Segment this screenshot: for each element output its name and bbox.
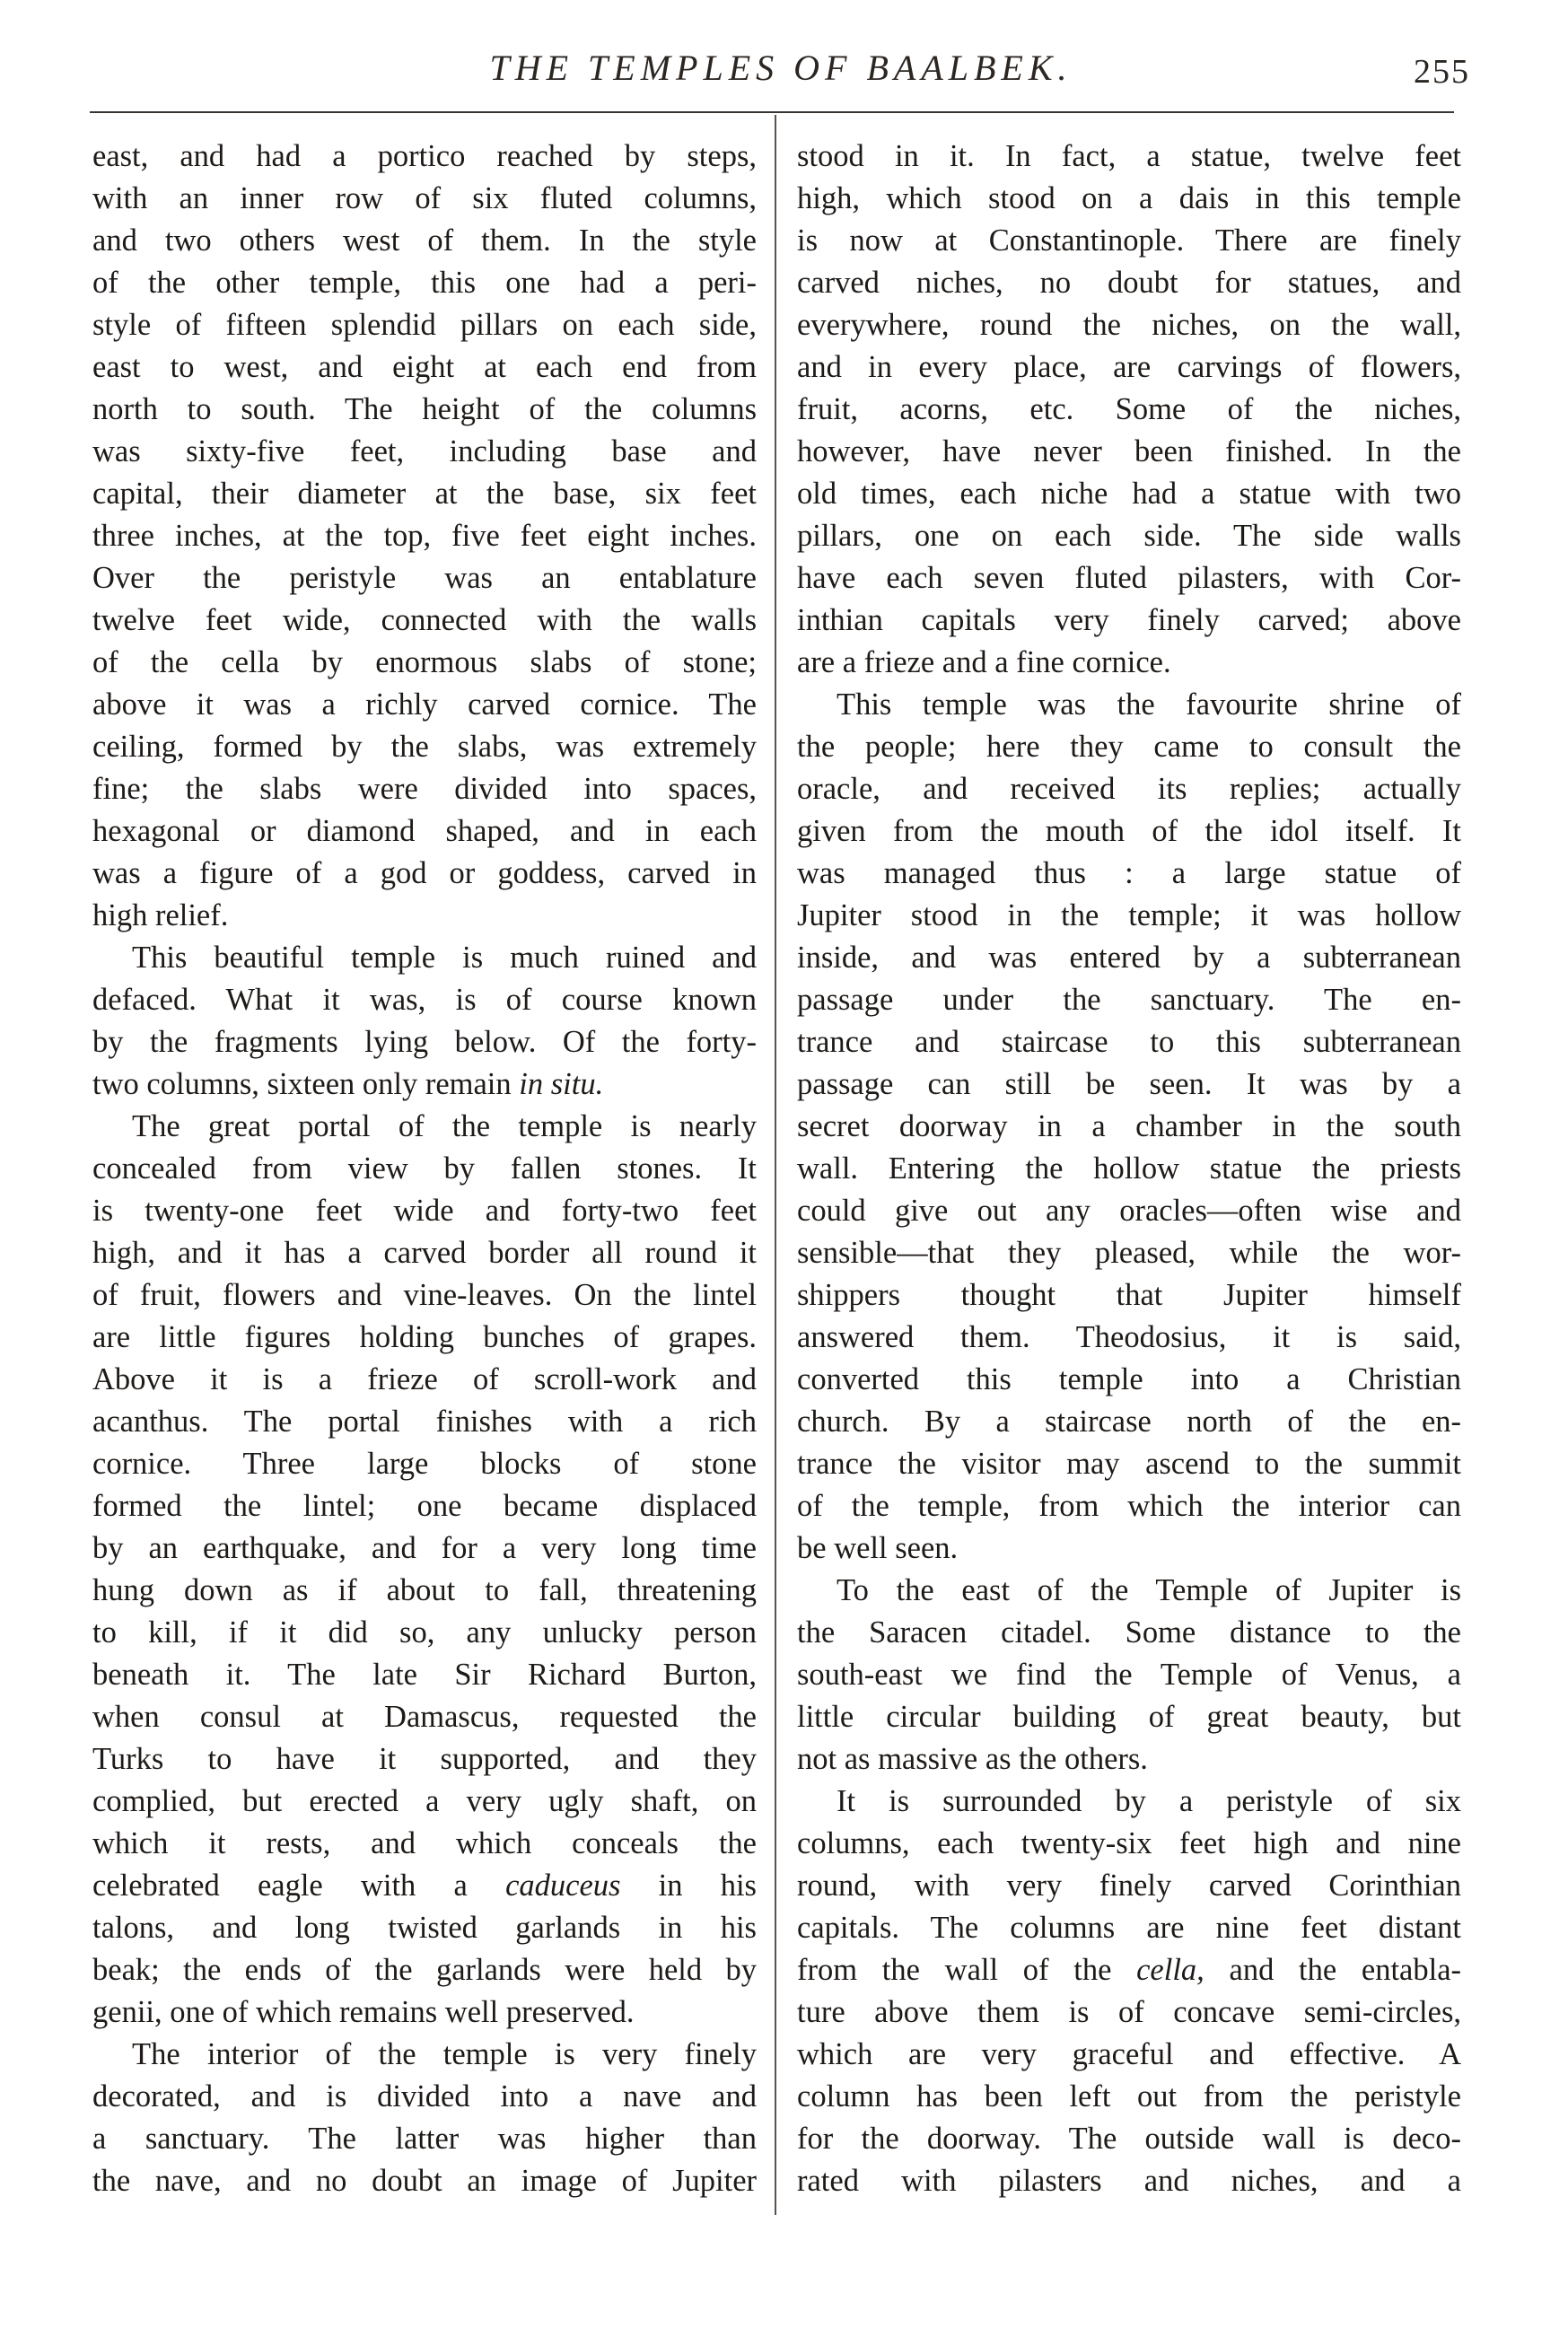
- text-line: [797, 768, 1461, 810]
- text-line: [797, 515, 1461, 557]
- text-line: [92, 473, 757, 515]
- line-text: To the east of the Temple of Jupiter is: [837, 1573, 1461, 1607]
- text-line: [797, 1570, 1461, 1612]
- line-text: column has been left out from the peristyle: [797, 2079, 1461, 2114]
- line-text: is now at Constantinople. There are finely: [797, 223, 1461, 258]
- line-text: of the cella by enormous slabs of stone;: [92, 645, 757, 679]
- page-number: 255: [1414, 53, 1470, 91]
- line-text: of the temple, from which the interior can: [797, 1489, 1461, 1523]
- line-text: hung down as if about to fall, threatening: [92, 1573, 757, 1607]
- line-text: Over the peristyle was an entablature: [92, 561, 757, 595]
- line-text: high, which stood on a dais in this temple: [797, 181, 1461, 215]
- text-line: [797, 1317, 1461, 1359]
- line-text: from the wall of the: [797, 1953, 1137, 1987]
- line-text: of the other temple, this one had a peri-: [92, 266, 757, 300]
- line-text: concealed from view by fallen stones. It: [92, 1151, 757, 1186]
- text-line: [797, 1443, 1461, 1485]
- text-line: [92, 178, 757, 220]
- text-line: [797, 937, 1461, 979]
- text-line: [797, 1949, 1461, 1991]
- italic-term: in situ.: [519, 1067, 604, 1101]
- line-text: cornice. Three large blocks of stone: [92, 1447, 757, 1481]
- line-text: high relief.: [92, 898, 229, 932]
- text-line: [797, 1823, 1461, 1865]
- line-text: trance and staircase to this subterranean: [797, 1025, 1461, 1059]
- text-line: [92, 1527, 757, 1570]
- line-text: beneath it. The late Sir Richard Burton,: [92, 1658, 757, 1692]
- text-line: [797, 346, 1461, 389]
- text-line: [92, 431, 757, 473]
- line-text: the Saracen citadel. Some distance to the: [797, 1615, 1461, 1650]
- text-line: [92, 1612, 757, 1654]
- text-line: [92, 346, 757, 389]
- text-line: [92, 1148, 757, 1190]
- text-line: [92, 2160, 757, 2202]
- text-line: [92, 979, 757, 1021]
- text-line: [92, 684, 757, 726]
- line-text: old times, each niche had a statue with two: [797, 477, 1461, 511]
- text-line: [92, 1865, 757, 1907]
- line-text: genii, one of which remains well preserved.: [92, 1995, 635, 2029]
- text-line: [797, 1696, 1461, 1738]
- header-rule: [90, 111, 1454, 113]
- line-text: however, have never been finished. In the: [797, 434, 1461, 468]
- text-line: [92, 768, 757, 810]
- text-line: [92, 1485, 757, 1527]
- line-text: when consul at Damascus, requested the: [92, 1700, 757, 1734]
- line-text: to kill, if it did so, any unlucky person: [92, 1615, 757, 1650]
- text-line: [797, 1738, 1461, 1781]
- text-line: [797, 600, 1461, 642]
- text-line: [797, 1063, 1461, 1106]
- line-text: capital, their diameter at the base, six feet: [92, 477, 757, 511]
- italic-term: cella,: [1136, 1953, 1204, 1987]
- text-line: [92, 1021, 757, 1063]
- text-line: [797, 684, 1461, 726]
- text-line: [797, 2160, 1461, 2202]
- running-title: THE TEMPLES OF BAALBEK.: [489, 48, 1073, 88]
- left-text-column: [92, 136, 757, 2202]
- line-text: It is surrounded by a peristyle of six: [837, 1784, 1461, 1818]
- text-line: [797, 853, 1461, 895]
- text-line: [797, 1401, 1461, 1443]
- line-text: have each seven fluted pilasters, with Cor-: [797, 561, 1461, 595]
- line-text: everywhere, round the niches, on the wall,: [797, 308, 1461, 342]
- line-text: the nave, and no doubt an image of Jupiter: [92, 2164, 757, 2198]
- text-line: [797, 1991, 1461, 2034]
- line-text: was a figure of a god or goddess, carved in: [92, 856, 757, 890]
- line-text: given from the mouth of the idol itself. It: [797, 814, 1461, 848]
- line-text: complied, but erected a very ugly shaft, on: [92, 1784, 757, 1818]
- line-text: trance the visitor may ascend to the summit: [797, 1447, 1461, 1481]
- text-line: [797, 1781, 1461, 1823]
- line-text: are a frieze and a fine cornice.: [797, 645, 1171, 679]
- text-line: [797, 1612, 1461, 1654]
- line-text: columns, each twenty-six feet high and nine: [797, 1826, 1461, 1860]
- text-line: [797, 178, 1461, 220]
- line-text: ceiling, formed by the slabs, was extremely: [92, 730, 757, 764]
- text-line: [92, 389, 757, 431]
- text-line: [797, 1865, 1461, 1907]
- column-divider: [775, 115, 776, 2215]
- line-text: east, and had a portico reached by steps,: [92, 139, 757, 173]
- text-line: [797, 726, 1461, 768]
- text-line: [797, 431, 1461, 473]
- line-text: converted this temple into a Christian: [797, 1362, 1461, 1396]
- line-text: north to south. The height of the columns: [92, 392, 757, 426]
- line-text: south-east we find the Temple of Venus, a: [797, 1658, 1461, 1692]
- text-line: [797, 389, 1461, 431]
- text-line: [92, 1317, 757, 1359]
- text-line: [92, 1738, 757, 1781]
- line-text: for the doorway. The outside wall is deco-: [797, 2122, 1461, 2156]
- line-text: capitals. The columns are nine feet distant: [797, 1911, 1461, 1945]
- line-text-after: in his: [620, 1869, 757, 1903]
- line-text: decorated, and is divided into a nave and: [92, 2079, 757, 2114]
- line-text: fruit, acorns, etc. Some of the niches,: [797, 392, 1461, 426]
- text-line: [92, 2076, 757, 2118]
- text-line: [92, 1696, 757, 1738]
- text-line: [92, 1401, 757, 1443]
- text-line: [92, 2118, 757, 2160]
- line-text: fine; the slabs were divided into spaces,: [92, 772, 757, 806]
- line-text: wall. Entering the hollow statue the priests: [797, 1151, 1461, 1186]
- line-text: Jupiter stood in the temple; it was hollow: [797, 898, 1461, 932]
- text-line: [797, 979, 1461, 1021]
- text-line: [797, 136, 1461, 178]
- line-text: by the fragments lying below. Of the forty-: [92, 1025, 757, 1059]
- line-text-after: and the entabla-: [1204, 1953, 1462, 1987]
- line-text: could give out any oracles—often wise and: [797, 1194, 1461, 1228]
- line-text: which it rests, and which conceals the: [92, 1826, 757, 1860]
- text-line: [92, 2034, 757, 2076]
- line-text: of fruit, flowers and vine-leaves. On the lintel: [92, 1278, 757, 1312]
- line-text: east to west, and eight at each end from: [92, 350, 757, 384]
- text-line: [92, 853, 757, 895]
- text-line: [797, 473, 1461, 515]
- line-text: Turks to have it supported, and they: [92, 1742, 757, 1776]
- line-text: oracle, and received its replies; actually: [797, 772, 1461, 806]
- line-text: rated with pilasters and niches, and a: [797, 2164, 1461, 2198]
- line-text: be well seen.: [797, 1531, 959, 1565]
- text-line: [92, 304, 757, 346]
- line-text: celebrated eagle with a: [92, 1869, 506, 1903]
- text-line: [797, 1106, 1461, 1148]
- text-line: [797, 810, 1461, 853]
- italic-term: caduceus: [505, 1869, 621, 1903]
- line-text: round, with very finely carved Corinthian: [797, 1869, 1461, 1903]
- text-line: [797, 1907, 1461, 1949]
- text-line: [92, 726, 757, 768]
- line-text: stood in it. In fact, a statue, twelve feet: [797, 139, 1461, 173]
- line-text: shippers thought that Jupiter himself: [797, 1278, 1461, 1312]
- text-line: [797, 220, 1461, 262]
- line-text: sensible—that they pleased, while the wor-: [797, 1236, 1461, 1270]
- text-line: [92, 642, 757, 684]
- text-line: [797, 557, 1461, 600]
- line-text: was sixty-five feet, including base and: [92, 434, 757, 468]
- line-text: answered them. Theodosius, it is said,: [797, 1320, 1461, 1354]
- line-text: The interior of the temple is very finely: [132, 2037, 757, 2071]
- text-line: [92, 1359, 757, 1401]
- text-line: [797, 1527, 1461, 1570]
- line-text: three inches, at the top, five feet eight inches.: [92, 519, 757, 553]
- line-text: formed the lintel; one became displaced: [92, 1489, 757, 1523]
- line-text: twelve feet wide, connected with the walls: [92, 603, 757, 637]
- line-text: The great portal of the temple is nearly: [132, 1109, 757, 1143]
- text-line: [92, 515, 757, 557]
- text-line: [797, 2118, 1461, 2160]
- line-text: defaced. What it was, is of course known: [92, 983, 757, 1017]
- line-text: secret doorway in a chamber in the south: [797, 1109, 1461, 1143]
- text-line: [92, 1907, 757, 1949]
- line-text: talons, and long twisted garlands in his: [92, 1911, 757, 1945]
- line-text: which are very graceful and effective. A: [797, 2037, 1461, 2071]
- line-text: with an inner row of six fluted columns,: [92, 181, 757, 215]
- text-line: [92, 1106, 757, 1148]
- line-text: beak; the ends of the garlands were held by: [92, 1953, 757, 1987]
- text-line: [92, 810, 757, 853]
- text-line: [92, 1823, 757, 1865]
- text-line: [92, 1443, 757, 1485]
- text-line: [797, 1190, 1461, 1232]
- text-line: [92, 1781, 757, 1823]
- line-text: This beautiful temple is much ruined and: [132, 941, 757, 975]
- line-text: acanthus. The portal finishes with a rich: [92, 1405, 757, 1439]
- text-line: [92, 1232, 757, 1274]
- text-line: [92, 1274, 757, 1317]
- text-line: [92, 557, 757, 600]
- line-text: was managed thus : a large statue of: [797, 856, 1461, 890]
- line-text: pillars, one on each side. The side walls: [797, 519, 1461, 553]
- line-text: a sanctuary. The latter was higher than: [92, 2122, 757, 2156]
- text-line: [92, 1570, 757, 1612]
- line-text: inside, and was entered by a subterranean: [797, 941, 1461, 975]
- line-text: church. By a staircase north of the en-: [797, 1405, 1461, 1439]
- line-text: the people; here they came to consult the: [797, 730, 1461, 764]
- text-line: [797, 1274, 1461, 1317]
- line-text: above it was a richly carved cornice. The: [92, 687, 757, 722]
- text-line: [797, 262, 1461, 304]
- text-line: [797, 895, 1461, 937]
- text-line: [92, 262, 757, 304]
- text-line: [797, 2076, 1461, 2118]
- line-text: and two others west of them. In the style: [92, 223, 757, 258]
- text-line: [92, 1190, 757, 1232]
- text-line: [92, 1063, 757, 1106]
- text-line: [797, 2034, 1461, 2076]
- line-text: high, and it has a carved border all round it: [92, 1236, 757, 1270]
- text-line: [797, 642, 1461, 684]
- line-text: by an earthquake, and for a very long time: [92, 1531, 757, 1565]
- line-text: two columns, sixteen only remain: [92, 1067, 520, 1101]
- line-text: style of fifteen splendid pillars on each side,: [92, 308, 757, 342]
- line-text: are little figures holding bunches of grapes.: [92, 1320, 757, 1354]
- line-text: is twenty-one feet wide and forty-two feet: [92, 1194, 757, 1228]
- text-line: [797, 1021, 1461, 1063]
- text-line: [92, 136, 757, 178]
- text-line: [797, 1359, 1461, 1401]
- running-head: [90, 47, 1470, 101]
- right-text-column: [797, 136, 1461, 2202]
- text-line: [92, 937, 757, 979]
- line-text: not as massive as the others.: [797, 1742, 1148, 1776]
- text-line: [92, 1949, 757, 1991]
- text-line: [92, 1654, 757, 1696]
- line-text: little circular building of great beauty, but: [797, 1700, 1461, 1734]
- text-line: [797, 1654, 1461, 1696]
- text-line: [797, 1232, 1461, 1274]
- line-text: passage under the sanctuary. The en-: [797, 983, 1461, 1017]
- line-text: inthian capitals very finely carved; above: [797, 603, 1461, 637]
- line-text: and in every place, are carvings of flowers,: [797, 350, 1461, 384]
- text-line: [92, 220, 757, 262]
- text-line: [92, 1991, 757, 2034]
- text-line: [92, 895, 757, 937]
- line-text: This temple was the favourite shrine of: [837, 687, 1461, 722]
- line-text: ture above them is of concave semi-circles,: [797, 1995, 1461, 2029]
- text-line: [797, 304, 1461, 346]
- line-text: Above it is a frieze of scroll-work and: [92, 1362, 757, 1396]
- text-line: [797, 1485, 1461, 1527]
- line-text: passage can still be seen. It was by a: [797, 1067, 1461, 1101]
- line-text: carved niches, no doubt for statues, and: [797, 266, 1461, 300]
- text-line: [92, 600, 757, 642]
- line-text: hexagonal or diamond shaped, and in each: [92, 814, 757, 848]
- text-line: [797, 1148, 1461, 1190]
